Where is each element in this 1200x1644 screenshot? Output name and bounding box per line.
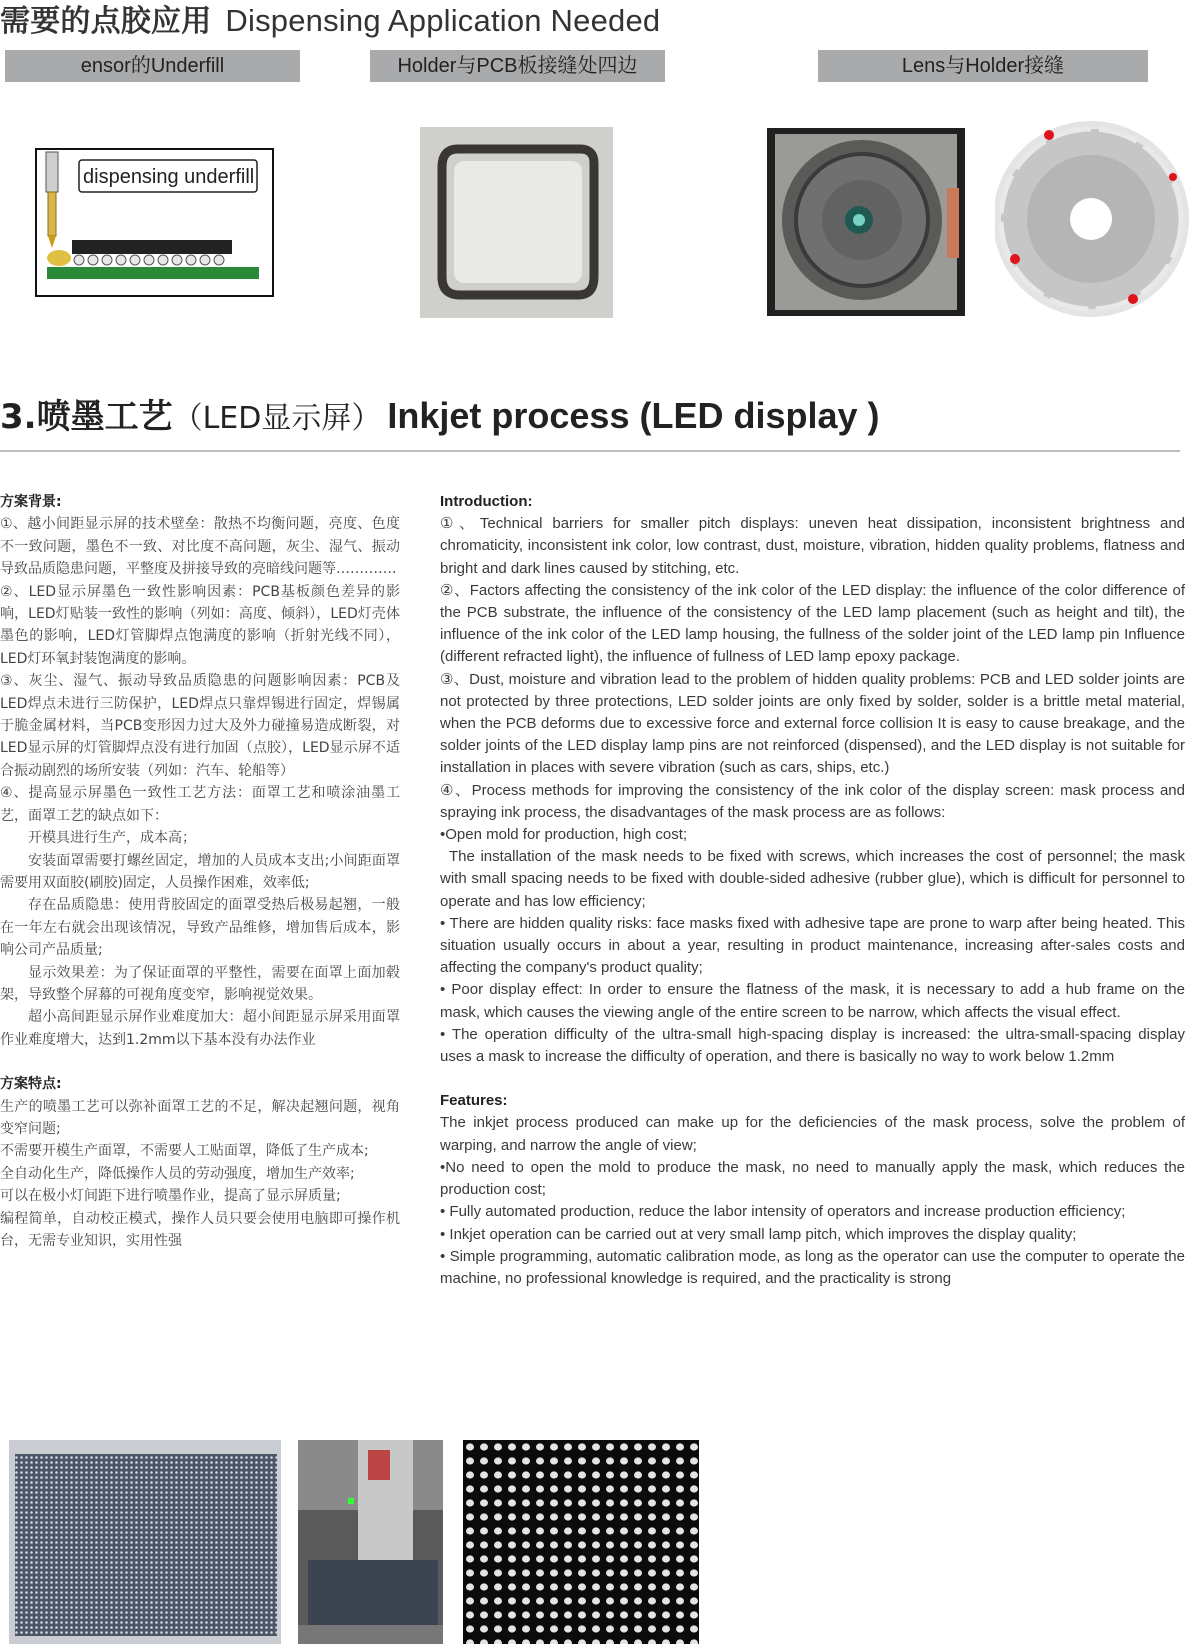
lens-dispense-points-graphic (995, 113, 1195, 323)
section-title-en: Inkjet process (LED display ) (387, 395, 880, 436)
en-paragraph-7: • There are hidden quality risks: face masks fixed with adhesive tape are prone to warp after being heated. This situation usually occurs in about a year, resulting in product maintenance, increasing after-sales costs and affecting the company's product quality; (440, 914, 1185, 977)
en-text-column (440, 491, 1185, 1290)
holder-pcb-photo (420, 127, 613, 318)
inkjet-machine-photo (298, 1440, 443, 1644)
label-sensor-underfill: ensor的Underfill (5, 50, 300, 82)
label-holder-pcb: Holder与PCB板接缝处四边 (370, 50, 665, 82)
page-heading-en: Dispensing Application Needed (225, 3, 661, 38)
underfill-diagram-graphic (37, 150, 272, 295)
cn-paragraph-8: 显示效果差：为了保证面罩的平整性，需要在面罩上面加毂架，导致整个屏幕的可视角度变窄，影响视觉效果。 (0, 964, 400, 1003)
section-title-paren: （LED显示屏） (172, 401, 382, 436)
en-introduction-heading: Introduction: (440, 493, 533, 510)
cn-paragraph-6: 安装面罩需要打螺丝固定，增加的人员成本支出;小间距面罩需要用双面胶(刷胶)固定，人员操作困难，效率低; (0, 852, 400, 891)
en-paragraph-5: •Open mold for production, high cost; (440, 826, 688, 844)
section-title (0, 389, 880, 438)
cn-features-heading: 方案特点: (0, 1076, 62, 1093)
cn-paragraph-3: ③、灰尘、湿气、振动导致品质隐患的问题影响因素：PCB及LED焊点未进行三防保护，LED焊点只靠焊锡进行固定，焊锡属于脆金属材料，当PCB变形因力过大及外力碰撞易造成断裂，对LED显示屏的灯管脚焊点没有进行加固（点胶），LED显示屏不适合振动剧烈的场所安装（列如：汽车、轮船等） (0, 673, 400, 779)
section-title-cn: 3.喷墨工艺 (0, 397, 173, 437)
en-paragraph-6: The installation of the mask needs to be fixed with screws, which increases the cost of personnel; the mask with small spacing needs to be fixed with double-sided adhesive (rubber glue), which is difficult for personnel to operate and has low efficiency; (440, 848, 1185, 910)
underfill-diagram-label: dispensing underfill (83, 166, 255, 188)
cn-feature-3: 全自动化生产，降低操作人员的劳动强度，增加生产效率; (0, 1165, 355, 1182)
section-divider (0, 450, 1180, 452)
cn-paragraph-2: ②、LED显示屏墨色一致性影响因素：PCB基板颜色差异的影响，LED灯贴装一致性的影响（列如：高度、倾斜），LED灯壳体墨色的影响，LED灯管脚焊点饱满度的影响（折射光线不同），LED灯环氧封装饱满度的影响。 (0, 583, 400, 667)
label-lens-holder: Lens与Holder接缝 (818, 50, 1148, 82)
lens-dispense-points-diagram (995, 113, 1195, 323)
cn-paragraph-9: 超小高间距显示屏作业难度加大：超小间距显示屏采用面罩作业难度增大，达到1.2mm以下基本没有办法作业 (0, 1009, 400, 1048)
en-paragraph-9: • The operation difficulty of the ultra-small high-spacing display is increased: the ultra-small-spacing display uses a mask to increase the difficulty of operation, and there is basically no way to work below 1.2mm (440, 1025, 1185, 1066)
cn-paragraph-1: ①、越小间距显示屏的技术壁垒：散热不均衡问题，亮度、色度不一致问题，墨色不一致、对比度不高问题，灰尘、湿气、振动导致品质隐患问题，平整度及拼接导致的亮暗线问题等…………. (0, 516, 400, 578)
cn-paragraph-7: 存在品质隐患：使用背胶固定的面罩受热后极易起翘，一般在一年左右就会出现该情况，导致产品维修，增加售后成本，影响公司产品质量; (0, 897, 400, 959)
cn-paragraph-5: 开模具进行生产，成本高； (28, 830, 196, 847)
en-feature-5: • Simple programming, automatic calibration mode, as long as the operator can use the computer to operate the machine, no professional knowledge is required, and the practicality is strong (440, 1247, 1185, 1287)
cn-paragraph-4: ④、提高显示屏墨色一致性工艺方法：面罩工艺和喷涂油墨工艺，面罩工艺的缺点如下： (0, 785, 400, 824)
cn-background-heading: 方案背景: (0, 494, 62, 510)
en-paragraph-4: ④、Process methods for improving the consistency of the ink color of the display screen: mask process and spraying ink process, the disadvantages of the mask process are as follows: (440, 781, 1185, 821)
underfill-diagram (35, 148, 274, 297)
en-paragraph-2: ②、Factors affecting the consistency of the ink color of the LED display: the influence of the color difference of the PCB substrate, the influence of the consistency of the LED lamp placement (such as height and tilt), the influence of the ink color of the LED lamp housing, the fullness of the solder joint of the LED lamp pin Influence (different refracted light), the influence of fullness of LED lamp epoxy package. (440, 581, 1185, 666)
page-heading-cn: 需要的点胶应用 (0, 4, 212, 39)
page-heading (0, 0, 660, 40)
cn-feature-1: 生产的喷墨工艺可以弥补面罩工艺的不足，解决起翘问题，视角变窄问题; (0, 1098, 400, 1137)
cn-text-column (0, 491, 400, 1252)
holder-pcb-graphic (420, 127, 613, 318)
en-feature-2: •No need to open the mold to produce the mask, no need to manually apply the mask, which reduces the production cost; (440, 1158, 1185, 1199)
en-features-heading: Features: (440, 1092, 508, 1110)
led-panel-graphic (9, 1440, 281, 1644)
cn-feature-2: 不需要开模生产面罩，不需要人工贴面罩，降低了生产成本; (0, 1143, 369, 1160)
led-panel-photo (9, 1440, 281, 1644)
en-paragraph-3: ③、Dust, moisture and vibration lead to the problem of hidden quality problems: PCB and LED solder joints are not protected by three protections, LED solder joints are only fixed by solder, solder is a brittle metal material, when the PCB deforms due to excessive force and external force collision It is easy to cause breakage, and the solder joints of the LED display lamp pins are not reinforced (dispensed), and the LED display is not suitable for installation in places with severe vibration (such as cars, ships, etc.) (440, 670, 1185, 777)
inkjet-machine-graphic (298, 1440, 443, 1644)
lens-holder-photo (767, 128, 965, 316)
en-feature-4: • Inkjet operation can be carried out at very small lamp pitch, which improves the display quality; (440, 1225, 1077, 1243)
led-closeup-graphic (463, 1440, 699, 1644)
en-feature-1: The inkjet process produced can make up for the deficiencies of the mask process, solve the problem of warping, and narrow the angle of view; (440, 1114, 1185, 1154)
cn-feature-4: 可以在极小灯间距下进行喷墨作业，提高了显示屏质量; (0, 1188, 341, 1205)
en-paragraph-8: • Poor display effect: In order to ensure the flatness of the mask, it is necessary to add a hub frame on the mask, which causes the viewing angle of the entire screen to be narrow, which affects the visual effect. (440, 981, 1185, 1021)
en-feature-3: • Fully automated production, reduce the labor intensity of operators and increase production efficiency; (440, 1203, 1126, 1221)
led-closeup-photo (463, 1440, 699, 1644)
cn-feature-5: 编程简单，自动校正模式，操作人员只要会使用电脑即可操作机台，无需专业知识，实用性强 (0, 1210, 400, 1249)
en-paragraph-1: ①、Technical barriers for smaller pitch displays: uneven heat dissipation, inconsistent brightness and chromaticity, inconsistent ink color, low contrast, dust, moisture, vibration, hidden quality problems, flatness and bright and dark lines caused by stitching, etc. (440, 515, 1185, 577)
lens-holder-graphic (767, 128, 965, 316)
